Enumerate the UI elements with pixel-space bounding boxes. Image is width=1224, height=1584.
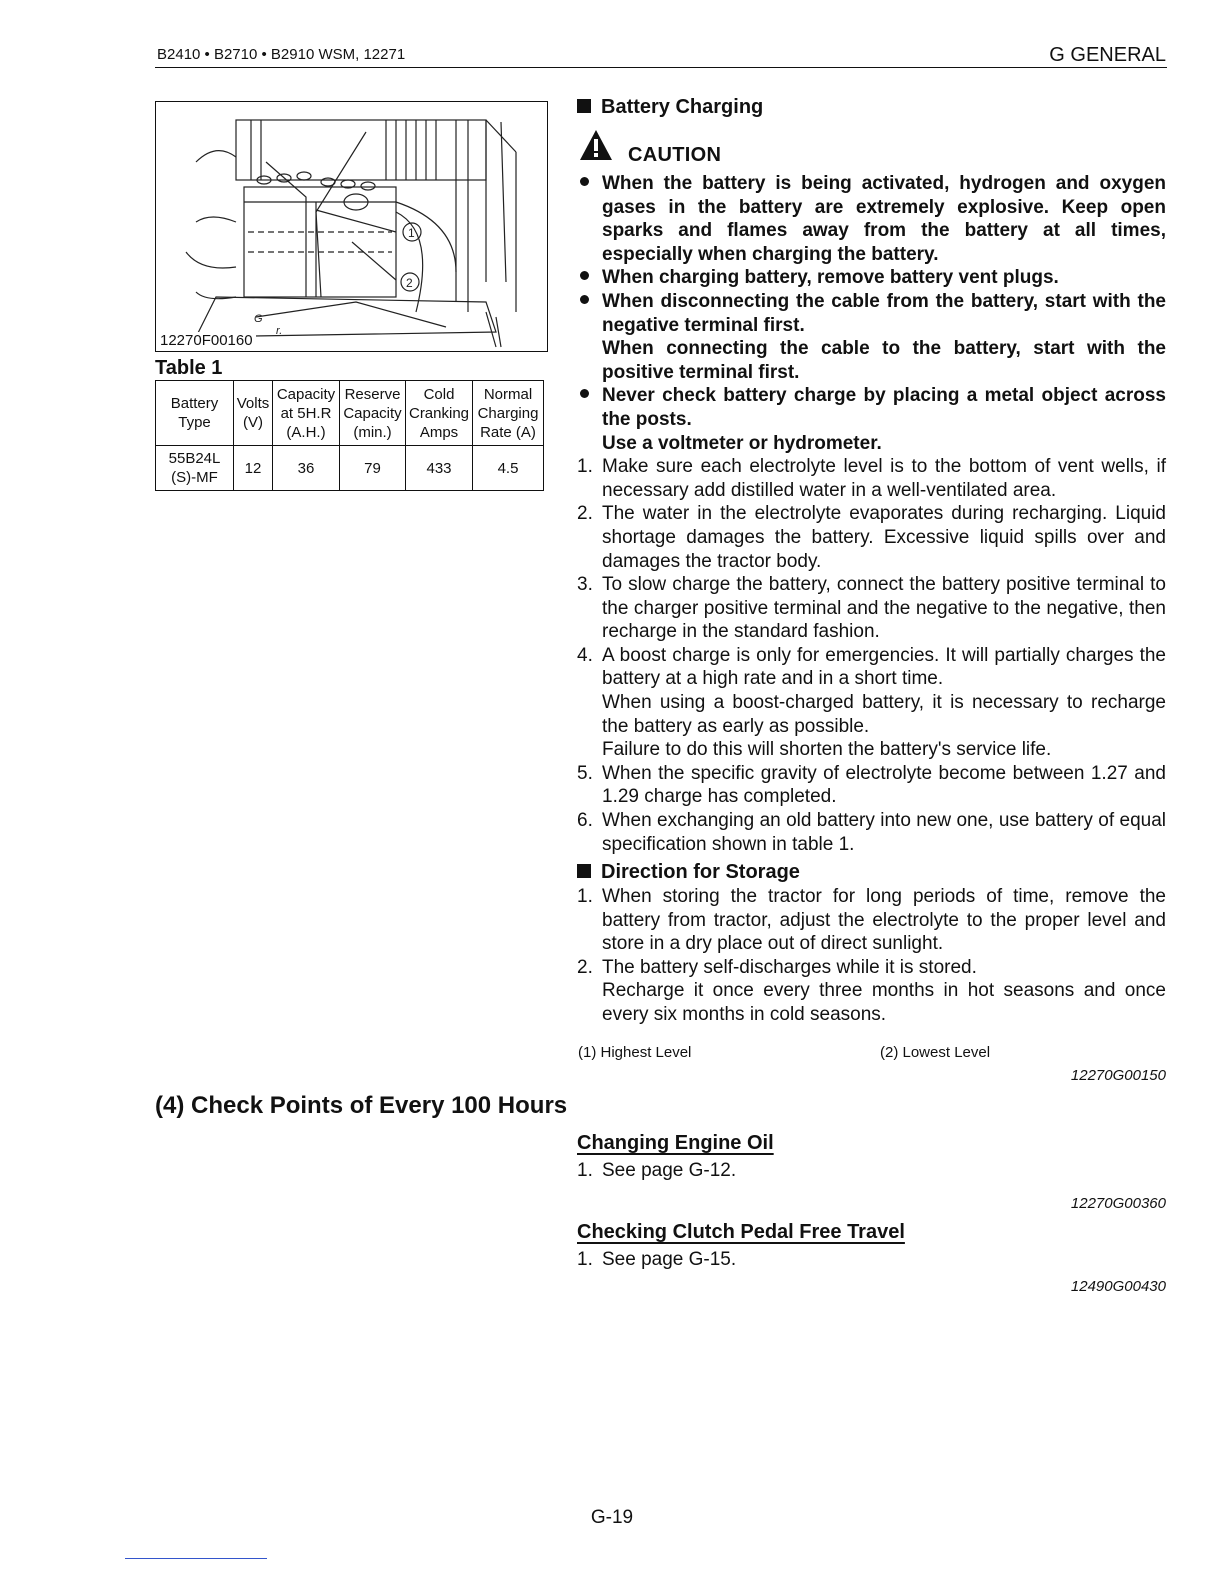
table-header-cell: Reserve Capacity (min.) — [340, 381, 406, 446]
table-cell-reserve: 79 — [340, 446, 406, 491]
list-item: 1. See page G-15. — [577, 1249, 737, 1270]
header-section: G GENERAL — [1049, 44, 1166, 66]
table-cell-battery-type: 55B24L (S)-MF — [156, 446, 234, 491]
callout-2: 2 — [406, 276, 413, 290]
callout-1: 1 — [408, 226, 415, 240]
figure-stray-mark-1: G — [254, 313, 263, 325]
caution-bullet: When charging battery, remove battery vent plugs. — [577, 266, 1166, 290]
list-item: 4. A boost charge is only for emergencies. It will partially charges the battery at a high rate and in a short time. — [577, 644, 1166, 690]
caution-bullet-continuation: When connecting the cable to the battery, start with the positive terminal first. — [602, 338, 1166, 383]
table-header-cell: Normal Charging Rate (A) — [473, 381, 544, 446]
list-item-continuation: When using a boost-charged battery, it is necessary to recharge the battery as early as possible. — [602, 692, 1166, 737]
caution-bullet: Never check battery charge by placing a metal object across the posts. — [577, 384, 1166, 431]
legend-lowest-level: (2) Lowest Level — [880, 1044, 991, 1061]
table-cell-cca: 433 — [406, 446, 473, 491]
section-square-icon — [577, 99, 591, 113]
clutch-body — [577, 1248, 1166, 1272]
battery-charging-heading: Battery Charging — [577, 96, 763, 119]
list-item: 6. When exchanging an old battery into new one, use battery of equal specification shown in table 1. — [577, 810, 1166, 855]
caution-label: CAUTION — [628, 144, 722, 166]
list-item: 1. Make sure each electrolyte level is to the bottom of vent wells, if necessary add distilled water in a well-ventilated area. — [577, 456, 1166, 501]
legend-highest-level: (1) Highest Level — [578, 1044, 692, 1061]
table-header-cell: Volts (V) — [234, 381, 273, 446]
header-rule — [155, 67, 1167, 68]
battery-illustration — [156, 102, 549, 353]
changing-engine-oil-heading: Changing Engine Oil — [577, 1132, 774, 1154]
table-header-cell: Cold Cranking Amps — [406, 381, 473, 446]
list-item-continuation: Failure to do this will shorten the battery's service life. — [602, 739, 1052, 761]
bottom-link-rule — [125, 1558, 267, 1559]
section-square-icon — [577, 864, 591, 878]
table-title: Table 1 — [155, 357, 223, 379]
table-cell-capacity: 36 — [273, 446, 340, 491]
table-row — [156, 446, 544, 491]
list-item: 1. When storing the tractor for long periods of time, remove the battery from tractor, adjust the electrolyte to the proper level and store in a dry place out of direct sunlight. — [577, 886, 1166, 955]
reference-code: 12270G00360 — [1070, 1195, 1166, 1212]
caution-bullet: When disconnecting the cable from the battery, start with the negative terminal first. — [577, 290, 1166, 337]
caution-warning-icon — [578, 128, 614, 167]
list-item: 2. The water in the electrolyte evaporates during recharging. Liquid shortage damages the battery. Excessive liquid spills over and damages the tractor body. — [577, 503, 1166, 572]
battery-figure — [155, 101, 548, 352]
figure-code: 12270F00160 — [160, 332, 256, 349]
list-item: 3. To slow charge the battery, connect the battery positive terminal to the charger positive terminal and the negative to the negative, then recharge in the standard fashion. — [577, 574, 1166, 643]
list-item-continuation: Recharge it once every three months in hot seasons and once every six months in cold seasons. — [602, 980, 1166, 1025]
table-header-row — [156, 381, 544, 446]
battery-charging-body — [577, 172, 1166, 856]
storage-heading: Direction for Storage — [577, 861, 800, 884]
table-cell-volts: 12 — [234, 446, 273, 491]
table-header-cell: Capacity at 5H.R (A.H.) — [273, 381, 340, 446]
caution-bullet-continuation: Use a voltmeter or hydrometer. — [602, 432, 882, 454]
table-cell-charging-rate: 4.5 — [473, 446, 544, 491]
list-item: 1. See page G-12. — [577, 1160, 737, 1181]
engine-oil-body — [577, 1159, 1166, 1183]
battery-spec-table — [155, 380, 544, 491]
reference-code: 12270G00150 — [1070, 1067, 1166, 1084]
page-number: G-19 — [590, 1507, 634, 1528]
section-4-heading: (4) Check Points of Every 100 Hours — [155, 1092, 568, 1119]
clutch-pedal-heading: Checking Clutch Pedal Free Travel — [577, 1221, 905, 1243]
table-header-cell: Battery Type — [156, 381, 234, 446]
reference-code: 12490G00430 — [1070, 1278, 1166, 1295]
header-doc-id: B2410 • B2710 • B2910 WSM, 12271 — [157, 46, 406, 63]
storage-body — [577, 885, 1166, 1027]
list-item: 2. The battery self-discharges while it is stored. — [577, 956, 977, 978]
list-item: 5. When the specific gravity of electrolyte become between 1.27 and 1.29 charge has completed. — [577, 762, 1166, 808]
figure-stray-mark-2: r. — [276, 325, 283, 337]
caution-bullet: When the battery is being activated, hydrogen and oxygen gases in the battery are extremely explosive. Keep open sparks and flames away from the battery at all times, especially when charging the battery. — [577, 172, 1166, 266]
